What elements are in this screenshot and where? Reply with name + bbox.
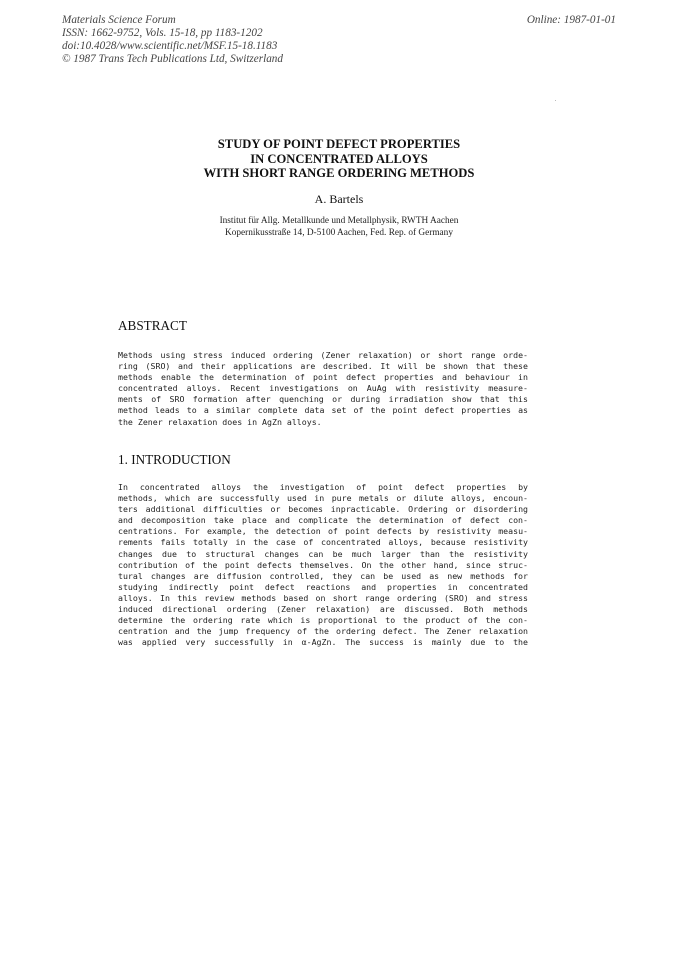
scan-speck: [555, 100, 556, 101]
introduction-line: and decomposition take place and complicate the determination of defect con-: [118, 515, 528, 526]
introduction-heading: 1. INTRODUCTION: [118, 452, 231, 467]
introduction-line: centrations. For example, the detection of point defects by resistivity measu-: [118, 526, 528, 537]
introduction-line: determine the ordering rate which is proportional to the product of the con-: [118, 615, 528, 626]
affiliation: [0, 215, 678, 239]
issn-line: ISSN: 1662-9752, Vols. 15-18, pp 1183-1202: [62, 27, 263, 39]
journal-name: Materials Science Forum: [62, 14, 176, 26]
introduction-line: studying indirectly point defect reactions and properties in concentrated: [118, 581, 528, 592]
abstract-heading: ABSTRACT: [118, 318, 187, 333]
introduction-line: centration and the jump frequency of the ordering defect. The Zener relaxation: [118, 626, 528, 637]
introduction-body: [118, 482, 528, 648]
online-date: Online: 1987-01-01: [526, 14, 616, 26]
abstract-line: Methods using stress induced ordering (Zener relaxation) or short range orde-: [118, 350, 528, 360]
introduction-line: ters additional difficulties or becomes inpracticable. Ordering or disordering: [118, 504, 528, 515]
journal-header: [62, 14, 283, 66]
title-line: WITH SHORT RANGE ORDERING METHODS: [203, 166, 475, 180]
introduction-line: tural changes are diffusion controlled, they can be used as new methods for: [118, 570, 528, 581]
doi-line: doi:10.4028/www.scientific.net/MSF.15-18.1183: [62, 40, 278, 52]
abstract-line: the Zener relaxation does in AgZn alloys.: [118, 416, 322, 427]
abstract-line: methods enable the determination of point defect properties and behaviour in: [118, 372, 528, 383]
introduction-line: In concentrated alloys the investigation of point defect properties by: [118, 482, 528, 492]
introduction-line: induced directional ordering (Zener relaxation) are discussed. Both methods: [118, 604, 528, 615]
introduction-line: changes due to structural changes can be much larger than the resistivity: [118, 548, 528, 559]
introduction-line: rements fails totally in the case of concentrated alloys, because resistivity: [118, 537, 528, 548]
introduction-line: contribution of the point defects themselves. On the other hand, since struc-: [118, 559, 528, 570]
abstract-line: concentrated alloys. Recent investigations on AuAg with resistivity measure-: [118, 383, 528, 394]
introduction-line: alloys. In this review methods based on short range ordering (SRO) and stress: [118, 592, 528, 603]
title-line: STUDY OF POINT DEFECT PROPERTIES: [217, 137, 461, 151]
paper-title: [0, 137, 678, 181]
copyright-line: © 1987 Trans Tech Publications Ltd, Switzerland: [62, 53, 283, 65]
author: A. Bartels: [314, 192, 364, 206]
abstract-body: [118, 350, 528, 428]
abstract-line: ring (SRO) and their applications are described. It will be shown that these: [118, 361, 528, 372]
introduction-line: was applied very successfully in α-AgZn. The success is mainly due to the: [118, 637, 528, 648]
affiliation-line: Kopernikusstraße 14, D-5100 Aachen, Fed. Rep. of Germany: [225, 228, 453, 238]
title-line: IN CONCENTRATED ALLOYS: [250, 151, 428, 166]
abstract-line: method leads to a similar complete data set of the point defect properties as: [118, 405, 528, 416]
abstract-line: ments of SRO formation after quenching or during irradiation show that this: [118, 394, 528, 405]
introduction-line: methods, which are successfully used in pure metals or dilute alloys, encoun-: [118, 493, 528, 504]
affiliation-line: Institut für Allg. Metallkunde und Metallphysik, RWTH Aachen: [219, 216, 459, 226]
